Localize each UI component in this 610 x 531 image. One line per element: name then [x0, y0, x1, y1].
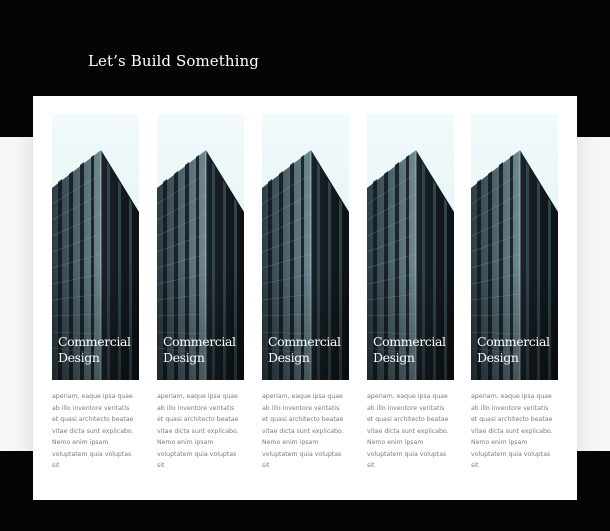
body-line: sit	[52, 462, 60, 469]
caption-line-1: Commercial	[477, 334, 550, 349]
card-caption	[477, 334, 550, 366]
building-image	[157, 114, 244, 380]
body-line: voluptatem quia voluptas	[471, 450, 551, 458]
project-column-2	[157, 114, 244, 472]
body-line: et quasi architecto beatae	[367, 416, 449, 423]
card-caption	[268, 334, 341, 366]
body-line: et quasi architecto beatae	[471, 416, 553, 423]
body-line: aperiam, eaque ipsa quae	[262, 393, 343, 400]
body-line: aperiam, eaque ipsa quae	[367, 393, 448, 400]
project-column-5	[471, 114, 558, 472]
body-line: Nemo enim ipsam	[157, 439, 214, 446]
body-line: aperiam, eaque ipsa quae	[52, 393, 133, 400]
body-line: voluptatem quia voluptas	[52, 450, 132, 458]
card-caption	[58, 334, 131, 366]
caption-line-1: Commercial	[58, 334, 131, 349]
card-caption	[373, 334, 446, 366]
card-body-text	[52, 391, 139, 472]
body-line: sit	[157, 462, 165, 469]
body-line: sit	[471, 462, 479, 469]
body-line: sit	[262, 462, 270, 469]
project-column-3	[262, 114, 349, 472]
content-card	[33, 96, 577, 500]
card-body-text	[262, 391, 349, 472]
body-line: voluptatem quia voluptas	[367, 450, 447, 458]
building-image	[471, 114, 558, 380]
body-line: ab illo inventore veritatis	[471, 404, 549, 412]
caption-line-1: Commercial	[268, 334, 341, 349]
body-line: Nemo enim ipsam	[367, 439, 424, 446]
body-line: vitae dicta sunt explicabo.	[367, 427, 449, 435]
page-title: Let’s Build Something	[88, 52, 260, 70]
body-line: ab illo inventore veritatis	[367, 404, 445, 412]
body-line: vitae dicta sunt explicabo.	[471, 427, 553, 435]
body-line: vitae dicta sunt explicabo.	[52, 427, 134, 435]
caption-line-2: Design	[163, 350, 205, 365]
body-line: aperiam, eaque ipsa quae	[157, 393, 238, 400]
building-image	[367, 114, 454, 380]
card-body-text	[157, 391, 244, 472]
body-line: Nemo enim ipsam	[471, 439, 528, 446]
body-line: vitae dicta sunt explicabo.	[262, 427, 344, 435]
caption-line-2: Design	[268, 350, 310, 365]
project-column-1	[52, 114, 139, 472]
card-caption	[163, 334, 236, 366]
body-line: voluptatem quia voluptas	[157, 450, 237, 458]
body-line: et quasi architecto beatae	[52, 416, 134, 423]
body-line: ab illo inventore veritatis	[157, 404, 235, 412]
body-line: ab illo inventore veritatis	[262, 404, 340, 412]
card-body-text	[471, 391, 558, 472]
caption-line-2: Design	[58, 350, 100, 365]
project-column-4	[367, 114, 454, 472]
body-line: vitae dicta sunt explicabo.	[157, 427, 239, 435]
body-line: Nemo enim ipsam	[52, 439, 109, 446]
caption-line-1: Commercial	[373, 334, 446, 349]
building-image	[52, 114, 139, 380]
body-line: aperiam, eaque ipsa quae	[471, 393, 552, 400]
card-body-text	[367, 391, 454, 472]
body-line: sit	[367, 462, 375, 469]
building-image	[262, 114, 349, 380]
caption-line-2: Design	[373, 350, 415, 365]
body-line: et quasi architecto beatae	[262, 416, 344, 423]
body-line: et quasi architecto beatae	[157, 416, 239, 423]
caption-line-2: Design	[477, 350, 519, 365]
body-line: Nemo enim ipsam	[262, 439, 319, 446]
body-line: voluptatem quia voluptas	[262, 450, 342, 458]
caption-line-1: Commercial	[163, 334, 236, 349]
body-line: ab illo inventore veritatis	[52, 404, 130, 412]
